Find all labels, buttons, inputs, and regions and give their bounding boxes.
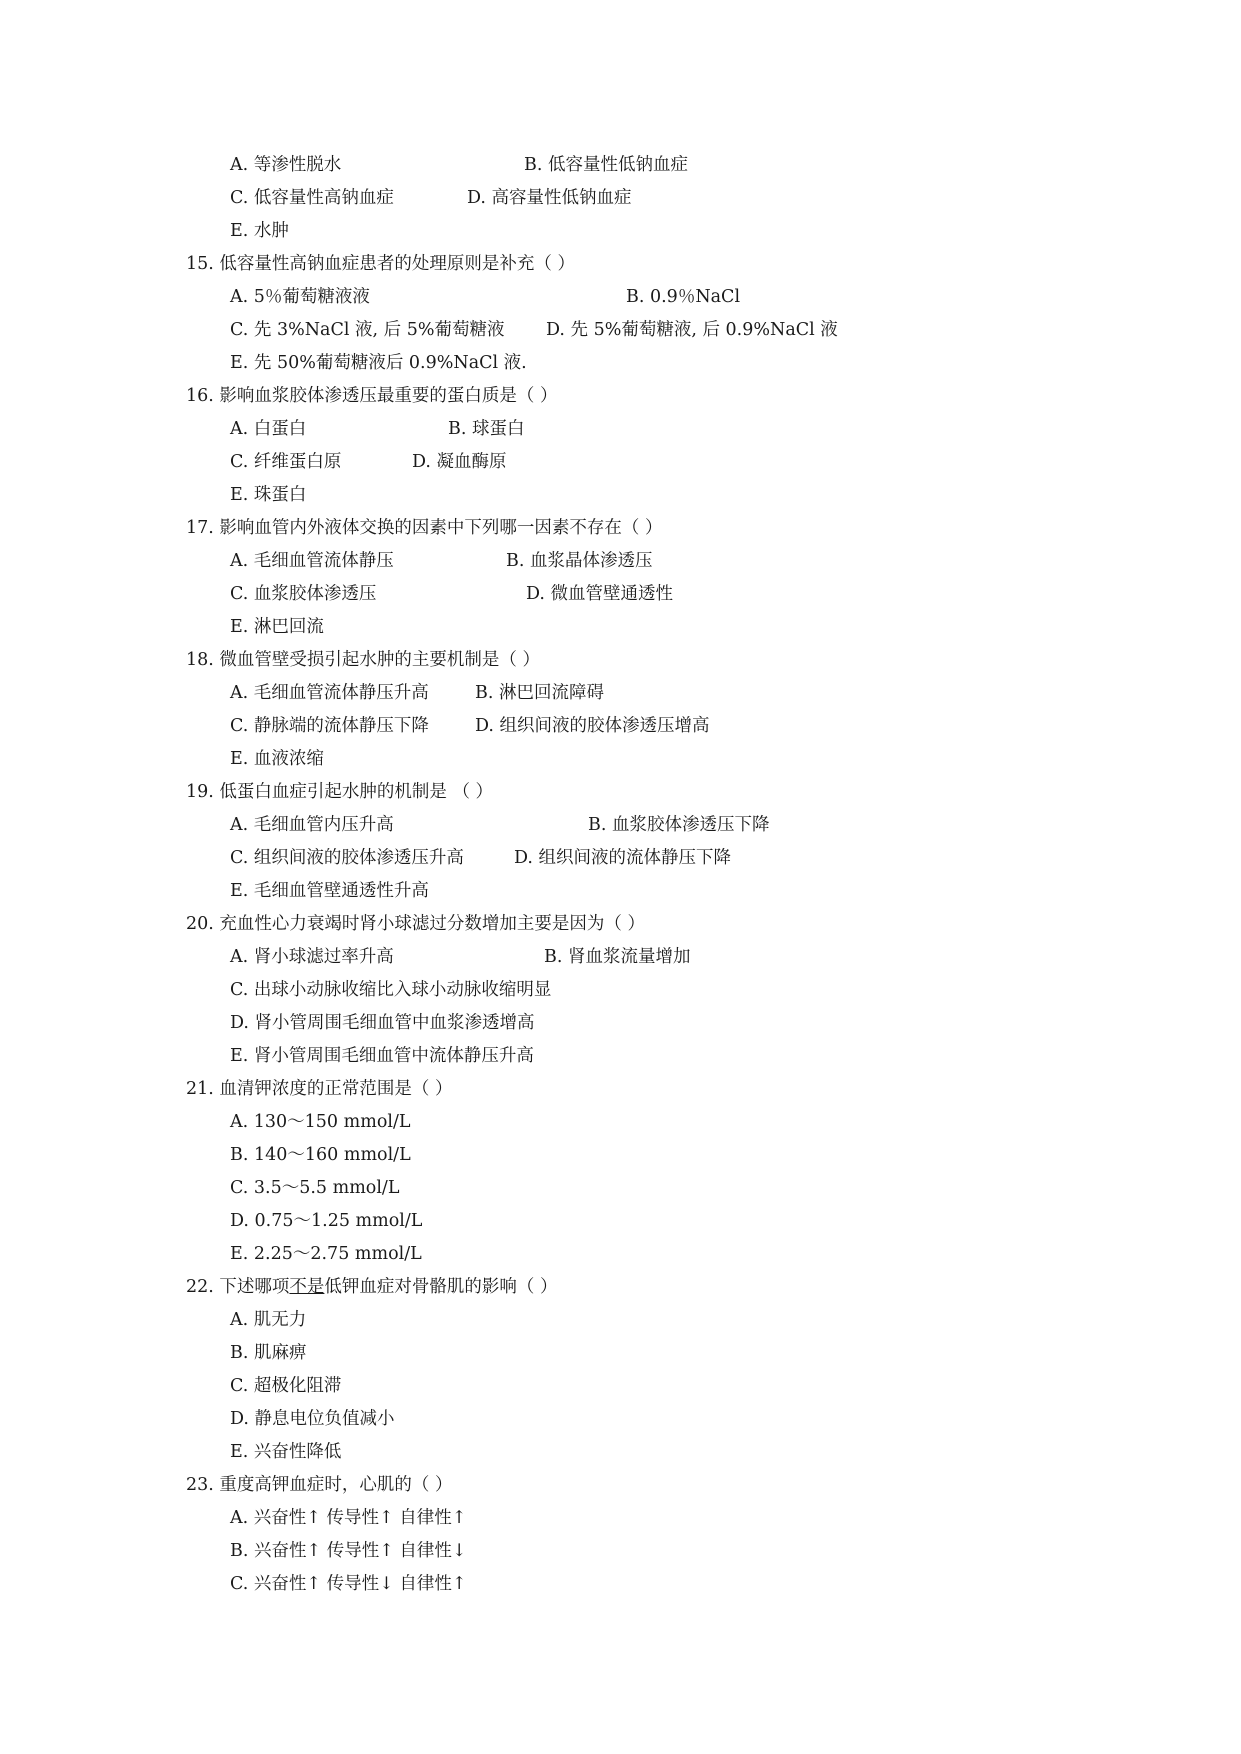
q21-option-c: C. 3.5～5.5 mmol/L [230, 1178, 400, 1198]
q16-option-b: B. 球蛋白 [448, 419, 525, 439]
q18-stem: 18. 微血管壁受损引起水肿的主要机制是（ ） [186, 650, 540, 670]
q19-stem: 19. 低蛋白血症引起水肿的机制是 （ ） [186, 782, 494, 802]
q21-option-e: E. 2.25～2.75 mmol/L [230, 1244, 422, 1264]
q22-stem-prefix: 22. 下述哪项 [186, 1277, 290, 1297]
q14-option-a: A. 等渗性脱水 [230, 155, 342, 175]
q15-option-c: C. 先 3%NaCl 液, 后 5%葡萄糖液 [230, 320, 505, 340]
q19-option-a: A. 毛细血管内压升高 [230, 815, 394, 835]
q18-option-b: B. 淋巴回流障碍 [475, 683, 604, 703]
q22-option-c: C. 超极化阻滞 [230, 1376, 342, 1396]
q20-option-d: D. 肾小管周围毛细血管中血浆渗透增高 [230, 1013, 535, 1033]
q15-option-d: D. 先 5%葡萄糖液, 后 0.9%NaCl 液 [546, 320, 838, 340]
q23-option-b: B. 兴奋性↑ 传导性↑ 自律性↓ [230, 1541, 467, 1561]
q23-stem: 23. 重度高钾血症时，心肌的（ ） [186, 1475, 453, 1495]
q21-option-a: A. 130～150 mmol/L [230, 1112, 411, 1132]
q17-option-e: E. 淋巴回流 [230, 617, 324, 637]
q16-option-d: D. 凝血酶原 [412, 452, 507, 472]
q19-option-e: E. 毛细血管壁通透性升高 [230, 881, 429, 901]
q16-option-e: E. 珠蛋白 [230, 485, 307, 505]
q20-option-e: E. 肾小管周围毛细血管中流体静压升高 [230, 1046, 534, 1066]
q21-option-b: B. 140～160 mmol/L [230, 1145, 411, 1165]
q14-option-d: D. 高容量性低钠血症 [467, 188, 632, 208]
q22-stem-suffix: 低钾血症对骨骼肌的影响（ ） [324, 1277, 558, 1297]
q22-option-a: A. 肌无力 [230, 1310, 307, 1330]
q16-option-a: A. 白蛋白 [230, 419, 307, 439]
q20-stem: 20. 充血性心力衰竭时肾小球滤过分数增加主要是因为（ ） [186, 914, 645, 934]
q17-stem: 17. 影响血管内外液体交换的因素中下列哪一因素不存在（ ） [186, 518, 663, 538]
q17-option-d: D. 微血管壁通透性 [526, 584, 674, 604]
q20-option-a: A. 肾小球滤过率升高 [230, 947, 394, 967]
q19-option-d: D. 组织间液的流体静压下降 [514, 848, 732, 868]
q17-option-c: C. 血浆胶体渗透压 [230, 584, 377, 604]
q20-option-c: C. 出球小动脉收缩比入球小动脉收缩明显 [230, 980, 552, 1000]
q21-option-d: D. 0.75～1.25 mmol/L [230, 1211, 423, 1231]
q19-option-b: B. 血浆胶体渗透压下降 [588, 815, 770, 835]
q21-stem: 21. 血清钾浓度的正常范围是（ ） [186, 1079, 453, 1099]
q14-option-c: C. 低容量性高钠血症 [230, 188, 394, 208]
q18-option-a: A. 毛细血管流体静压升高 [230, 683, 429, 703]
q22-option-b: B. 肌麻痹 [230, 1343, 307, 1363]
q15-option-b: B. 0.9％NaCl [626, 287, 741, 307]
q14-option-e: E. 水肿 [230, 221, 289, 241]
q18-option-c: C. 静脉端的流体静压下降 [230, 716, 429, 736]
q19-option-c: C. 组织间液的胶体渗透压升高 [230, 848, 464, 868]
q22-stem-emphasis: 不是 [289, 1277, 325, 1297]
q16-option-c: C. 纤维蛋白原 [230, 452, 342, 472]
q22-stem [186, 1276, 557, 1298]
q20-option-b: B. 肾血浆流量增加 [544, 947, 691, 967]
q22-option-d: D. 静息电位负值减小 [230, 1409, 395, 1429]
q23-option-a: A. 兴奋性↑ 传导性↑ 自律性↑ [230, 1508, 467, 1528]
q18-option-e: E. 血液浓缩 [230, 749, 324, 769]
q16-stem: 16. 影响血浆胶体渗透压最重要的蛋白质是（ ） [186, 386, 558, 406]
q17-option-a: A. 毛细血管流体静压 [230, 551, 394, 571]
q15-option-a: A. 5％葡萄糖液液 [230, 287, 370, 307]
q15-stem: 15. 低容量性高钠血症患者的处理原则是补充（ ） [186, 254, 575, 274]
q22-option-e: E. 兴奋性降低 [230, 1442, 342, 1462]
q23-option-c: C. 兴奋性↑ 传导性↓ 自律性↑ [230, 1574, 467, 1594]
q18-option-d: D. 组织间液的胶体渗透压增高 [475, 716, 710, 736]
q14-option-b: B. 低容量性低钠血症 [524, 155, 688, 175]
q17-option-b: B. 血浆晶体渗透压 [506, 551, 653, 571]
q15-option-e: E. 先 50%葡萄糖液后 0.9%NaCl 液. [230, 353, 527, 373]
